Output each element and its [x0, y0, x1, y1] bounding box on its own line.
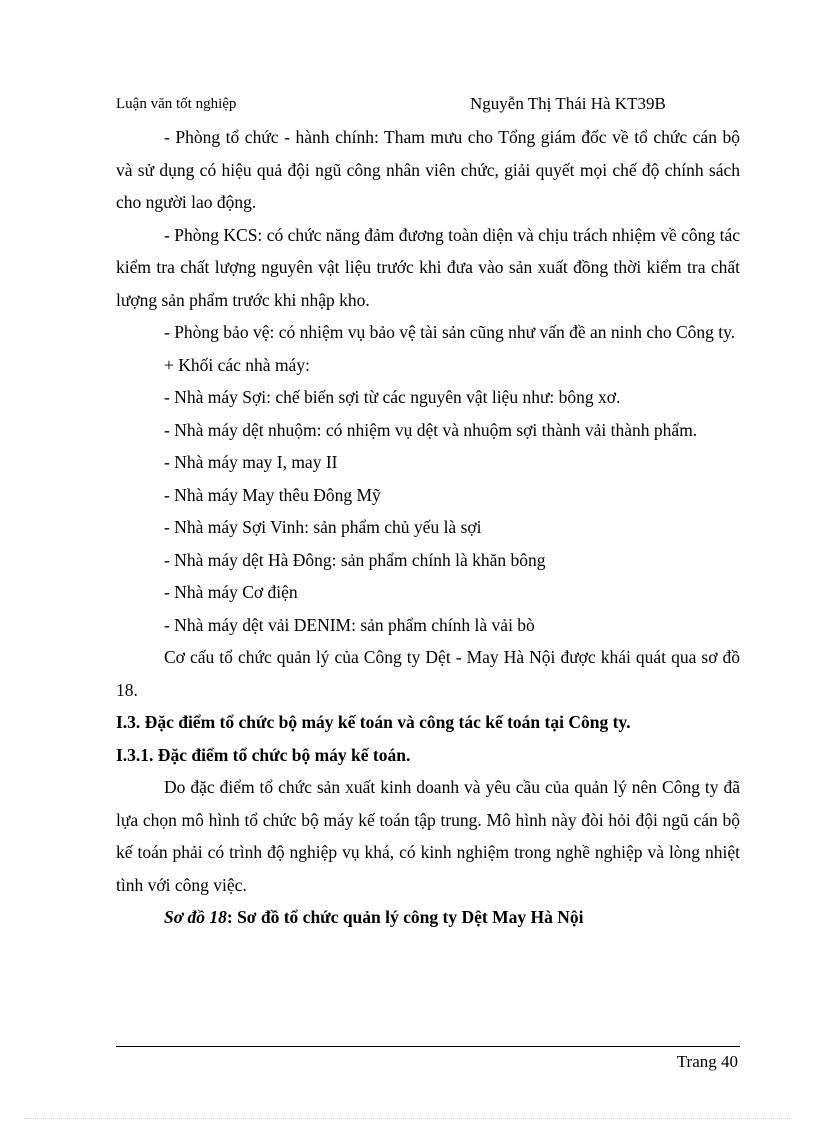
figure-caption-label: Sơ đồ 18 [164, 907, 227, 927]
list-item-garment-factory: - Nhà máy may I, may II [164, 452, 338, 472]
page-edge-divider [24, 1118, 792, 1119]
page-header [116, 94, 740, 118]
paragraph-admin-dept: - Phòng tổ chức - hành chính: Tham mưu cho Tổng giám đốc về tổ chức cán bộ và sử dụng có hiệu quả đội ngũ công nhân viên chức, giải quyết mọi chế độ chính sách cho người lao động. [116, 127, 740, 212]
paragraph-factories-heading: + Khối các nhà máy: [164, 354, 310, 375]
paragraph-accounting-model: Do đặc điểm tổ chức sản xuất kinh doanh và yêu cầu của quản lý nên Công ty đã lựa chọn mô hình tổ chức bộ máy kế toán tập trung. Mô hình này đòi hỏi đội ngũ cán bộ kế toán phải có trình độ nghiệp vụ khá, có kinh nghiệm trong nghề nghiệp và lòng nhiệt tình với công việc. [116, 777, 740, 895]
list-item-spinning-factory: - Nhà máy Sợi: chế biến sợi từ các nguyên vật liệu như: bông xơ. [164, 387, 621, 407]
figure-caption-text: : Sơ đồ tổ chức quản lý công ty Dệt May Hà Nội [226, 907, 584, 927]
list-item-vinh-factory: - Nhà máy Sợi Vinh: sản phẩm chủ yếu là sợi [164, 517, 482, 537]
section-heading-1-3: I.3. Đặc điểm tổ chức bộ máy kế toán và công tác kế toán tại Công ty. [116, 712, 631, 732]
list-item-mechanical-factory: - Nhà máy Cơ điện [164, 582, 298, 602]
paragraph-security-dept: - Phòng bảo vệ: có nhiệm vụ bảo vệ tài sản cũng như vấn đề an ninh cho Công ty. [164, 322, 736, 342]
document-body [116, 121, 740, 934]
list-item-denim-factory: - Nhà máy dệt vải DENIM: sản phẩm chính là vải bò [164, 614, 535, 635]
footer-divider [116, 1046, 740, 1047]
section-heading-1-3-1: I.3.1. Đặc điểm tổ chức bộ máy kế toán. [116, 744, 411, 765]
list-item-dong-my-factory: - Nhà máy May thêu Đông Mỹ [164, 484, 381, 505]
figure-caption [116, 901, 740, 934]
list-item-dyeing-factory: - Nhà máy dệt nhuộm: có nhiệm vụ dệt và nhuộm sợi thành vải thành phẩm. [164, 419, 698, 440]
paragraph-structure-summary: Cơ cấu tổ chức quản lý của Công ty Dệt - May Hà Nội được khái quát qua sơ đồ 18. [116, 647, 740, 700]
header-thesis-label: Luận văn tốt nghiệp [116, 96, 237, 112]
page-number: Trang 40 [676, 1052, 738, 1071]
paragraph-kcs-dept: - Phòng KCS: có chức năng đảm đương toàn diện và chịu trách nhiệm về công tác kiểm tra chất lượng nguyên vật liệu trước khi đưa vào sản xuất đồng thời kiểm tra chất lượng sản phẩm trước khi nhập kho. [116, 224, 740, 310]
header-author: Nguyễn Thị Thái Hà KT39B [470, 94, 666, 113]
list-item-ha-dong-factory: - Nhà máy dệt Hà Đông: sản phẩm chính là khăn bông [164, 549, 546, 570]
